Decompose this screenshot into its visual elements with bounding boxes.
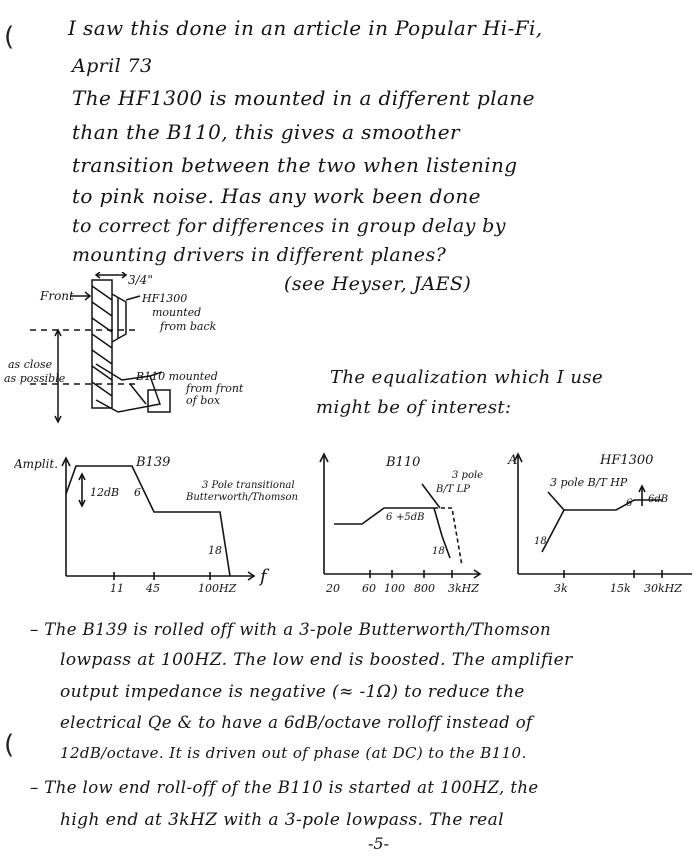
chart-hf1300-annot-18: 18 [534,536,547,547]
chart-b110-title: B110 [386,455,421,470]
bullet-line-5: 12dB/octave. It is driven out of phase (at DC) to the B110. [60,744,527,762]
chart-b139-annot-12db: 12dB [90,486,120,499]
chart-hf1300-curve [542,500,662,552]
chart-hf1300-annot-6: 6 [626,498,633,509]
chart-hf1300-title: HF1300 [600,453,654,468]
chart-b139-annot-18: 18 [208,544,222,557]
chart-b139-annot-1: 3 Pole transitional [202,480,295,491]
chart-b139-xtick-1: 11 [110,582,124,595]
chart-b110-annot-2: B/T LP [436,484,470,495]
diagram-dimension: 3/4" [128,273,153,287]
chart-b139-xtick-2: 45 [146,582,160,595]
chart-b139-title: B139 [136,455,171,470]
bullet-line-4: electrical Qe & to have a 6dB/octave rolloff instead of [60,713,533,732]
chart-b110-annot-1: 3 pole [452,470,484,481]
bullet-line-1: – The B139 is rolled off with a 3-pole Butterworth/Thomson [30,620,552,639]
bullet-line-3: output impedance is negative (≈ -1Ω) to reduce the [60,682,525,702]
diagram-b110-label-2: from front [186,382,244,395]
punch-hole-mark-top: ( [4,22,15,52]
chart-hf1300 [506,446,696,596]
diagram-side-label-2: as possible [4,372,66,385]
chart-b139 [14,446,304,596]
chart-b110-annot-5db: +5dB [396,512,425,523]
bullet-line-2: lowpass at 100HZ. The low end is boosted. The amplifier [60,650,573,670]
chart-b139-annot-2: Butterworth/Thomson [186,492,298,503]
chart-b110-xtick-5: 3kHZ [448,582,479,595]
chart-b110-annot-18: 18 [432,546,445,557]
text-line-2: April 73 [72,55,153,77]
text-line-9: (see Heyser, JAES) [284,273,472,295]
chart-b139-y-label: Amplit. [14,457,59,471]
chart-hf1300-xtick-3: 30kHZ [644,582,682,595]
chart-b110-xtick-1: 20 [326,582,340,595]
chart-hf1300-annot-1: 3 pole B/T HP [550,476,628,489]
text-line-4: than the B110, this gives a smoother [72,120,460,144]
text-line-3: The HF1300 is mounted in a different plane [72,86,535,110]
bullet-line-6: – The low end roll-off of the B110 is started at 100HZ, the [30,778,539,797]
diagram-b110-label-3: of box [186,394,221,407]
diagram-b110-label-1: B110 mounted [136,370,218,383]
chart-b139-annot-6: 6 [134,486,141,499]
chart-b139-xtick-3: 100HZ [198,582,237,595]
chart-b139-axis-end: f [260,566,267,587]
diagram-hf-label-3: from back [160,320,217,333]
diagram-hf-label-2: mounted [152,306,202,319]
diagram-side-label-1: as close [8,358,53,371]
chart-b110-xtick-2: 60 [362,582,376,595]
punch-hole-mark-bottom: ( [4,730,15,760]
text-line-5: transition between the two when listening [72,153,518,177]
bullet-line-7: high end at 3kHZ with a 3-pole lowpass. The real [60,810,504,830]
text-line-6: to pink noise. Has any work been done [72,184,481,208]
diagram-front-label: Front [40,289,74,303]
chart-hf1300-xtick-1: 3k [554,582,568,595]
eq-intro-line-2: might be of interest: [316,397,512,418]
chart-b110 [312,446,502,596]
chart-b110-annot-6: 6 [386,512,393,523]
eq-intro-line-1: The equalization which I use [330,367,604,388]
text-line-7: to correct for differences in group delay by [72,215,506,237]
chart-hf1300-xtick-2: 15k [610,582,631,595]
text-line-8: mounting drivers in different planes? [72,244,447,266]
text-line-1: I saw this done in an article in Popular Hi-Fi, [68,16,543,40]
mounting-diagram [0,272,300,442]
chart-b110-xtick-3: 100 [384,582,405,595]
chart-hf1300-annot-6db: 6dB [648,494,669,505]
chart-b110-xtick-4: 800 [414,582,435,595]
page-number: -5- [368,834,389,853]
chart-hf1300-y-label: A [508,453,518,468]
diagram-hf-label-1: HF1300 [142,292,188,305]
